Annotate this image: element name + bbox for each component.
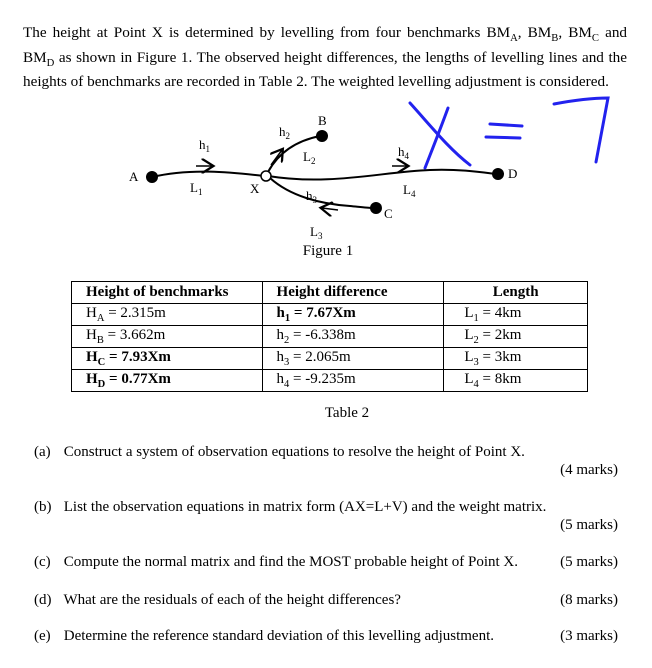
question-label: (c) bbox=[34, 554, 51, 570]
cell-l2: $L_2 = 2km$ bbox=[444, 326, 588, 348]
question-label: (e) bbox=[34, 628, 51, 644]
header-benchmarks: Height of benchmarks bbox=[72, 282, 263, 304]
question-text: Construct a system of observation equations to resolve the height of Point X. bbox=[63, 444, 525, 460]
question-marks: (3 marks) bbox=[560, 628, 618, 644]
question-marks: (5 marks) bbox=[560, 517, 618, 533]
data-table bbox=[71, 281, 588, 392]
cell-h1: $h_1 = 7.67Xm$ bbox=[262, 304, 444, 326]
line-x-d bbox=[268, 170, 496, 180]
label-h1: $h_1$ bbox=[199, 137, 210, 154]
table-row bbox=[72, 326, 588, 348]
question-label: (d) bbox=[34, 592, 52, 608]
question-text: Compute the normal matrix and find the MOST probable height of Point X. bbox=[63, 554, 518, 570]
arrow-h2 bbox=[271, 150, 282, 165]
cell-h4: $h_4 = -9.235m$ bbox=[262, 370, 444, 392]
cell-l4: $L_4 = 8km$ bbox=[444, 370, 588, 392]
cell-l3: $L_3 = 3km$ bbox=[444, 348, 588, 370]
header-length: Length bbox=[444, 282, 588, 304]
question-label: (a) bbox=[34, 444, 51, 460]
cell-h2: $h_2 = -6.338m$ bbox=[262, 326, 444, 348]
question-e bbox=[34, 627, 618, 645]
label-h2: $h_2$ bbox=[279, 124, 290, 141]
arrow-h3 bbox=[322, 208, 338, 210]
label-l2: $L_2$ bbox=[303, 149, 316, 166]
table-row bbox=[72, 370, 588, 392]
cell-hb: $H_B = 3.662m$ bbox=[72, 326, 263, 348]
question-label: (b) bbox=[34, 499, 52, 515]
table-caption: Table 2 bbox=[324, 405, 370, 421]
question-text: List the observation equations in matrix form (AX=L+V) and the weight matrix. bbox=[63, 499, 547, 515]
intro-paragraph: The height at Point X is determined by levelling from four benchmarks $BM_A$, $BM_B$, $BM_C$ and $BM_D$ as shown in Figure 1. The observed height differences, the lengths of levelling lines and the heights of benchmarks are recorded in Table 2. The weighted levelling adjustment is considered. bbox=[23, 24, 628, 91]
label-a: A bbox=[129, 169, 139, 184]
line-a-x bbox=[152, 172, 264, 177]
label-l4: $L_4$ bbox=[403, 182, 416, 199]
point-b bbox=[316, 130, 328, 142]
levelling-network-figure bbox=[0, 90, 652, 240]
figure-caption: Figure 1 bbox=[302, 243, 354, 259]
point-d bbox=[492, 168, 504, 180]
point-x bbox=[261, 171, 271, 181]
table-header-row bbox=[72, 282, 588, 304]
cell-l1: $L_1 = 4km$ bbox=[444, 304, 588, 326]
label-b: B bbox=[318, 113, 327, 128]
cell-hd: $H_D = 0.77Xm$ bbox=[72, 370, 263, 392]
question-marks: (4 marks) bbox=[560, 462, 618, 478]
point-a bbox=[146, 171, 158, 183]
question-d bbox=[34, 591, 618, 609]
question-c bbox=[34, 553, 618, 571]
table-row bbox=[72, 304, 588, 326]
line-x-c bbox=[270, 178, 372, 208]
label-h4: $h_4$ bbox=[398, 144, 409, 161]
question-marks: (5 marks) bbox=[560, 554, 618, 570]
label-x: X bbox=[250, 181, 260, 196]
question-b bbox=[34, 498, 618, 533]
point-c bbox=[370, 202, 382, 214]
line-x-b bbox=[268, 136, 320, 172]
question-marks: (8 marks) bbox=[560, 592, 618, 608]
label-c: C bbox=[384, 206, 393, 221]
label-l3: $L_3$ bbox=[310, 224, 323, 240]
question-a bbox=[34, 443, 618, 478]
label-h3: $h_3$ bbox=[306, 188, 317, 205]
handwritten-x-equals-7 bbox=[410, 98, 608, 168]
cell-hc: $H_C = 7.93Xm$ bbox=[72, 348, 263, 370]
question-text: What are the residuals of each of the height differences? bbox=[63, 592, 401, 608]
header-height-difference: Height difference bbox=[262, 282, 444, 304]
cell-ha: $H_A = 2.315m$ bbox=[72, 304, 263, 326]
cell-h3: $h_3 = 2.065m$ bbox=[262, 348, 444, 370]
label-l1: $L_1$ bbox=[190, 180, 203, 197]
question-text: Determine the reference standard deviation of this levelling adjustment. bbox=[63, 628, 495, 644]
label-d: D bbox=[508, 166, 518, 181]
table-row bbox=[72, 348, 588, 370]
